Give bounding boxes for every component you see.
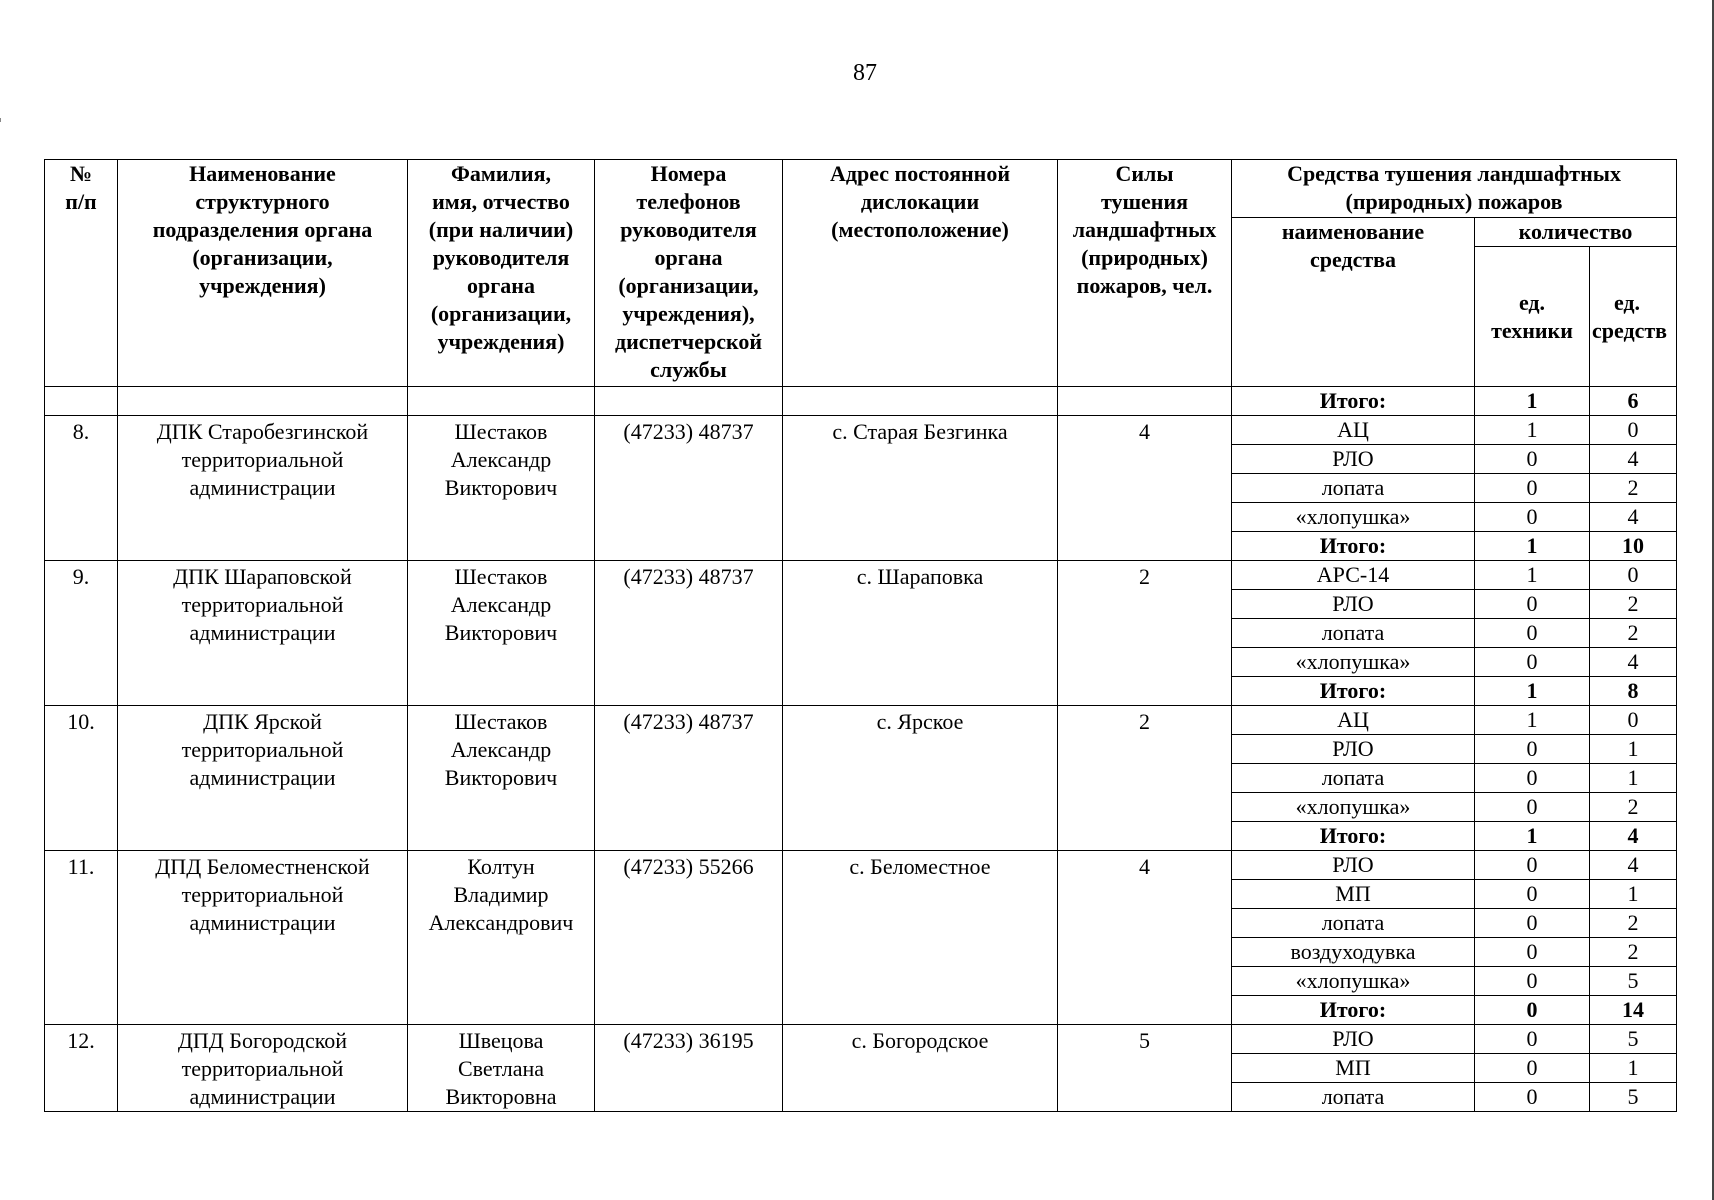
qty-means: 5 <box>1590 1083 1677 1112</box>
qty-means: 5 <box>1590 967 1677 996</box>
head-name-line: Викторович <box>444 765 558 790</box>
means-name: воздуходувка <box>1232 938 1475 967</box>
forces-count: 5 <box>1058 1025 1232 1112</box>
unit-name-line: территориальной <box>181 737 344 762</box>
entry-number: 8. <box>45 416 118 561</box>
qty-means: 2 <box>1590 619 1677 648</box>
entry-row <box>45 1025 1677 1054</box>
qty-tech: 0 <box>1475 590 1590 619</box>
entry-number: 10. <box>45 706 118 851</box>
unit-name-line: территориальной <box>181 592 344 617</box>
unit-name-line: администрации <box>189 910 336 935</box>
total-means: 6 <box>1590 387 1677 416</box>
total-means: 14 <box>1590 996 1677 1025</box>
entry-number: 9. <box>45 561 118 706</box>
total-label: Итого: <box>1232 677 1475 706</box>
total-label: Итого: <box>1232 996 1475 1025</box>
qty-tech: 0 <box>1475 851 1590 880</box>
header-phones: Номера телефонов руководителя органа (организации, учреждения), диспетчерской службы <box>595 160 783 387</box>
qty-means: 2 <box>1590 909 1677 938</box>
page-number: 87 <box>853 60 877 86</box>
means-name: лопата <box>1232 764 1475 793</box>
forces-count: 2 <box>1058 561 1232 706</box>
means-name: «хлопушка» <box>1232 648 1475 677</box>
qty-means: 0 <box>1590 561 1677 590</box>
carryover-total-row <box>45 387 1677 416</box>
head-name-line: Шестаков <box>454 709 548 734</box>
qty-means: 5 <box>1590 1025 1677 1054</box>
unit-name-line: ДПК Старобезгинской <box>156 419 369 444</box>
means-name: «хлопушка» <box>1232 793 1475 822</box>
unit-name-line: территориальной <box>181 447 344 472</box>
means-name: АЦ <box>1232 706 1475 735</box>
unit-name <box>118 706 408 851</box>
qty-tech: 0 <box>1475 967 1590 996</box>
qty-means: 1 <box>1590 880 1677 909</box>
head-name-line: Колтун <box>467 854 535 879</box>
phone-number: (47233) 48737 <box>595 706 783 851</box>
qty-tech: 0 <box>1475 880 1590 909</box>
head-name-line: Александр <box>450 447 552 472</box>
entry-row <box>45 851 1677 880</box>
head-name-line: Шестаков <box>454 564 548 589</box>
total-tech: 0 <box>1475 996 1590 1025</box>
total-tech: 1 <box>1475 532 1590 561</box>
qty-tech: 0 <box>1475 764 1590 793</box>
head-name-line: Александр <box>450 737 552 762</box>
unit-name-line: администрации <box>189 475 336 500</box>
total-tech: 1 <box>1475 677 1590 706</box>
qty-tech: 0 <box>1475 1083 1590 1112</box>
unit-name-line: ДПД Беломестненской <box>155 854 370 879</box>
entry-row <box>45 561 1677 590</box>
address: с. Богородское <box>783 1025 1058 1112</box>
address: с. Шараповка <box>783 561 1058 706</box>
means-name: «хлопушка» <box>1232 503 1475 532</box>
address: с. Старая Безгинка <box>783 416 1058 561</box>
means-name: РЛО <box>1232 1025 1475 1054</box>
means-name: РЛО <box>1232 445 1475 474</box>
header-unit-name: Наименование структурного подразделения органа (организации, учреждения) <box>118 160 408 387</box>
qty-means: 4 <box>1590 445 1677 474</box>
means-name: АЦ <box>1232 416 1475 445</box>
phone-number: (47233) 36195 <box>595 1025 783 1112</box>
phone-number: (47233) 55266 <box>595 851 783 1025</box>
means-name: лопата <box>1232 1083 1475 1112</box>
unit-name <box>118 851 408 1025</box>
head-name-line: Шестаков <box>454 419 548 444</box>
entry-row <box>45 416 1677 445</box>
head-name-line: Владимир <box>453 882 549 907</box>
qty-tech: 0 <box>1475 1025 1590 1054</box>
header-head-name: Фамилия, имя, отчество (при наличии) руководителя органа (организации, учреждения) <box>408 160 595 387</box>
qty-tech: 0 <box>1475 445 1590 474</box>
total-means: 4 <box>1590 822 1677 851</box>
header-means-group: Средства тушения ландшафтных (природных) пожаров <box>1232 160 1677 218</box>
phone-number: (47233) 48737 <box>595 416 783 561</box>
header-qty-tech: ед. техники <box>1475 247 1590 387</box>
unit-name-line: ДПД Богородской <box>177 1028 348 1053</box>
head-name-line: Викторович <box>444 475 558 500</box>
unit-name-line: ДПК Шараповской <box>173 564 352 589</box>
means-name: МП <box>1232 880 1475 909</box>
qty-tech: 0 <box>1475 735 1590 764</box>
head-name-line: Александрович <box>428 910 574 935</box>
qty-tech: 0 <box>1475 793 1590 822</box>
unit-name <box>118 1025 408 1112</box>
qty-tech: 0 <box>1475 909 1590 938</box>
table-header <box>45 160 1677 387</box>
head-name <box>408 416 595 561</box>
empty-cell <box>1058 387 1232 416</box>
total-label: Итого: <box>1232 532 1475 561</box>
qty-tech: 1 <box>1475 561 1590 590</box>
head-name-line: Швецова <box>458 1028 544 1053</box>
empty-cell <box>783 387 1058 416</box>
qty-means: 0 <box>1590 706 1677 735</box>
qty-means: 2 <box>1590 590 1677 619</box>
qty-tech: 1 <box>1475 706 1590 735</box>
empty-cell <box>118 387 408 416</box>
means-name: лопата <box>1232 619 1475 648</box>
qty-means: 2 <box>1590 793 1677 822</box>
header-forces: Силы тушения ландшафтных (природных) пожаров, чел. <box>1058 160 1232 387</box>
address: с. Беломестное <box>783 851 1058 1025</box>
qty-tech: 1 <box>1475 416 1590 445</box>
qty-tech: 0 <box>1475 648 1590 677</box>
head-name-line: Викторович <box>444 620 558 645</box>
header-qty-means: ед. средств <box>1590 247 1677 387</box>
entry-number: 12. <box>45 1025 118 1112</box>
forces-count: 4 <box>1058 851 1232 1025</box>
empty-cell <box>408 387 595 416</box>
unit-name-line: ДПК Ярской <box>203 709 322 734</box>
qty-tech: 0 <box>1475 1054 1590 1083</box>
total-label: Итого: <box>1232 387 1475 416</box>
forces-count: 2 <box>1058 706 1232 851</box>
unit-name-line: территориальной <box>181 1056 344 1081</box>
header-address: Адрес постоянной дислокации (местоположение) <box>783 160 1058 387</box>
means-name: лопата <box>1232 474 1475 503</box>
unit-name-line: территориальной <box>181 882 344 907</box>
means-name: лопата <box>1232 909 1475 938</box>
header-means-name: наименование средства <box>1232 218 1475 387</box>
total-tech: 1 <box>1475 387 1590 416</box>
means-name: РЛО <box>1232 735 1475 764</box>
qty-means: 4 <box>1590 851 1677 880</box>
qty-means: 1 <box>1590 1054 1677 1083</box>
qty-means: 0 <box>1590 416 1677 445</box>
unit-name-line: администрации <box>189 620 336 645</box>
total-tech: 1 <box>1475 822 1590 851</box>
unit-name <box>118 416 408 561</box>
entry-number: 11. <box>45 851 118 1025</box>
qty-tech: 0 <box>1475 619 1590 648</box>
margin-mark <box>0 118 1 122</box>
means-name: АРС-14 <box>1232 561 1475 590</box>
header-num: № п/п <box>45 160 118 387</box>
head-name <box>408 561 595 706</box>
header-quantity-group: количество <box>1475 218 1677 247</box>
forces-count: 4 <box>1058 416 1232 561</box>
head-name-line: Викторовна <box>445 1084 557 1109</box>
table-body <box>45 387 1677 1112</box>
qty-tech: 0 <box>1475 503 1590 532</box>
unit-name <box>118 561 408 706</box>
total-means: 10 <box>1590 532 1677 561</box>
empty-cell <box>45 387 118 416</box>
total-label: Итого: <box>1232 822 1475 851</box>
means-name: РЛО <box>1232 590 1475 619</box>
entry-row <box>45 706 1677 735</box>
head-name-line: Александр <box>450 592 552 617</box>
qty-means: 4 <box>1590 648 1677 677</box>
unit-name-line: администрации <box>189 765 336 790</box>
means-name: РЛО <box>1232 851 1475 880</box>
head-name <box>408 706 595 851</box>
address: с. Ярское <box>783 706 1058 851</box>
head-name-line: Светлана <box>457 1056 545 1081</box>
qty-means: 2 <box>1590 938 1677 967</box>
means-name: МП <box>1232 1054 1475 1083</box>
head-name <box>408 851 595 1025</box>
fire-means-table <box>44 159 1677 1112</box>
qty-means: 4 <box>1590 503 1677 532</box>
total-means: 8 <box>1590 677 1677 706</box>
head-name <box>408 1025 595 1112</box>
qty-means: 1 <box>1590 735 1677 764</box>
qty-means: 2 <box>1590 474 1677 503</box>
qty-tech: 0 <box>1475 938 1590 967</box>
phone-number: (47233) 48737 <box>595 561 783 706</box>
qty-means: 1 <box>1590 764 1677 793</box>
means-name: «хлопушка» <box>1232 967 1475 996</box>
empty-cell <box>595 387 783 416</box>
qty-tech: 0 <box>1475 474 1590 503</box>
unit-name-line: администрации <box>189 1084 336 1109</box>
